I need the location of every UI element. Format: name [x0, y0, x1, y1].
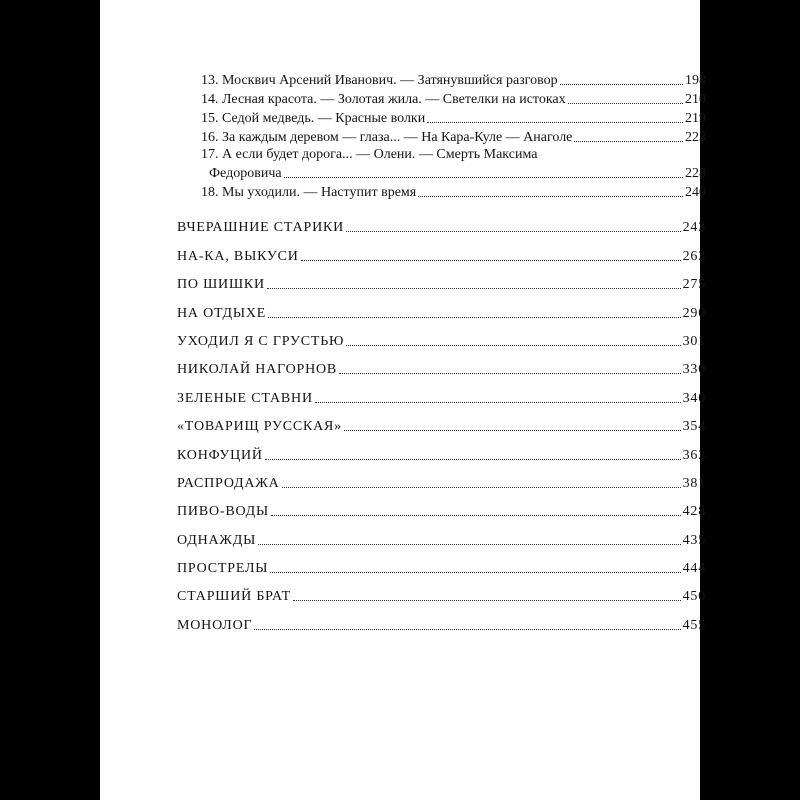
toc-page-number: 444 — [682, 561, 706, 577]
dot-leader — [315, 402, 681, 403]
toc-entry-title: ПИВО-ВОДЫ — [177, 504, 270, 520]
toc-page-number: 228 — [685, 166, 706, 181]
toc-page-number: 354 — [682, 419, 706, 435]
toc-subentry-title: 16. За каждым деревом — глаза... — На Кара-Куле — Анаголе — [201, 130, 573, 145]
dot-leader — [270, 572, 680, 573]
toc-entry — [177, 322, 706, 350]
toc-entry — [177, 265, 706, 293]
toc-subentry — [201, 89, 706, 108]
toc-entry — [177, 605, 706, 633]
dot-leader — [427, 122, 683, 123]
toc-subentry-title: 15. Седой медведь. — Красные волки — [201, 111, 426, 126]
toc-entry — [177, 378, 706, 406]
toc-subentry — [201, 127, 706, 146]
dot-leader — [267, 288, 681, 289]
toc-entry-title: НА ОТДЫХЕ — [177, 305, 267, 321]
dot-leader — [574, 141, 683, 142]
dot-leader — [284, 177, 683, 178]
toc-page-number: 435 — [682, 532, 706, 548]
toc-entry-title: ЗЕЛЕНЫЕ СТАВНИ — [177, 390, 313, 406]
chapter-subentries — [177, 70, 706, 201]
toc-entry — [177, 208, 706, 236]
toc-entry — [177, 464, 706, 492]
toc-subentry-title: 18. Мы уходили. — Наступит время — [201, 185, 417, 200]
toc-subentry — [201, 108, 706, 127]
toc-subentry — [201, 182, 706, 201]
toc-entry — [177, 293, 706, 321]
toc-entry — [177, 492, 706, 520]
table-of-contents — [177, 70, 706, 634]
dot-leader — [268, 317, 680, 318]
toc-page-number: 219 — [685, 111, 706, 126]
toc-page-number: 223 — [685, 130, 706, 145]
left-black-margin — [0, 0, 100, 800]
dot-leader — [258, 544, 681, 545]
toc-page-number: 243 — [682, 220, 706, 236]
dot-leader — [346, 231, 681, 232]
toc-entry — [177, 435, 706, 463]
toc-page-number: 428 — [682, 504, 706, 520]
toc-page-number: 340 — [682, 390, 706, 406]
story-entries — [177, 208, 706, 634]
toc-subentry — [201, 146, 706, 163]
dot-leader — [568, 103, 683, 104]
toc-page-number: 240 — [685, 185, 706, 200]
toc-entry — [177, 549, 706, 577]
toc-page-number: 363 — [682, 447, 706, 463]
dot-leader — [339, 373, 681, 374]
toc-entry-title: ПРОСТРЕЛЫ — [177, 561, 269, 577]
dot-leader — [254, 629, 680, 630]
toc-subentry-title: 17. А если будет дорога... — Олени. — Смерть Максима — [201, 147, 538, 162]
dot-leader — [418, 196, 683, 197]
toc-entry — [177, 577, 706, 605]
toc-entry-title: НА-КА, ВЫКУСИ — [177, 248, 299, 264]
toc-page-number: 210 — [685, 92, 706, 107]
toc-entry-title: НИКОЛАЙ НАГОРНОВ — [177, 362, 338, 378]
toc-entry-title: ОДНАЖДЫ — [177, 532, 257, 548]
toc-page-number: 301 — [682, 333, 706, 349]
dot-leader — [265, 459, 681, 460]
toc-entry — [177, 407, 706, 435]
toc-entry — [177, 520, 706, 548]
toc-page-number: 455 — [682, 617, 706, 633]
dot-leader — [346, 345, 680, 346]
toc-page-number: 290 — [682, 305, 706, 321]
toc-subentry-title: Федоровича — [209, 166, 282, 181]
toc-page-number: 198 — [685, 73, 706, 88]
toc-page-number: 450 — [682, 589, 706, 605]
toc-subentry-continuation — [201, 163, 706, 182]
toc-subentry-title: 13. Москвич Арсений Иванович. — Затянувшийся разговор — [201, 73, 558, 88]
toc-page-number: 330 — [682, 362, 706, 378]
right-black-margin — [700, 0, 800, 800]
toc-entry-title: РАСПРОДАЖА — [177, 475, 280, 491]
dot-leader — [301, 260, 681, 261]
toc-entry-title: КОНФУЦИЙ — [177, 447, 263, 463]
toc-entry-title: «ТОВАРИЩ РУССКАЯ» — [177, 419, 342, 435]
toc-page-number: 381 — [682, 475, 706, 491]
dot-leader — [560, 84, 683, 85]
toc-entry-title: СТАРШИЙ БРАТ — [177, 589, 291, 605]
toc-entry — [177, 236, 706, 264]
toc-entry — [177, 350, 706, 378]
toc-entry-title: МОНОЛОГ — [177, 617, 253, 633]
dot-leader — [344, 430, 681, 431]
toc-page-number: 275 — [682, 277, 706, 293]
toc-subentry-title: 14. Лесная красота. — Золотая жила. — Светелки на истоках — [201, 92, 566, 107]
dot-leader — [271, 515, 681, 516]
dot-leader — [293, 600, 681, 601]
toc-page-number: 263 — [682, 248, 706, 264]
toc-subentry — [201, 70, 706, 89]
toc-entry-title: ВЧЕРАШНИЕ СТАРИКИ — [177, 220, 345, 236]
dot-leader — [282, 487, 681, 488]
book-page — [100, 0, 706, 800]
toc-entry-title: ПО ШИШКИ — [177, 277, 265, 293]
toc-entry-title: УХОДИЛ Я С ГРУСТЬЮ — [177, 333, 345, 349]
